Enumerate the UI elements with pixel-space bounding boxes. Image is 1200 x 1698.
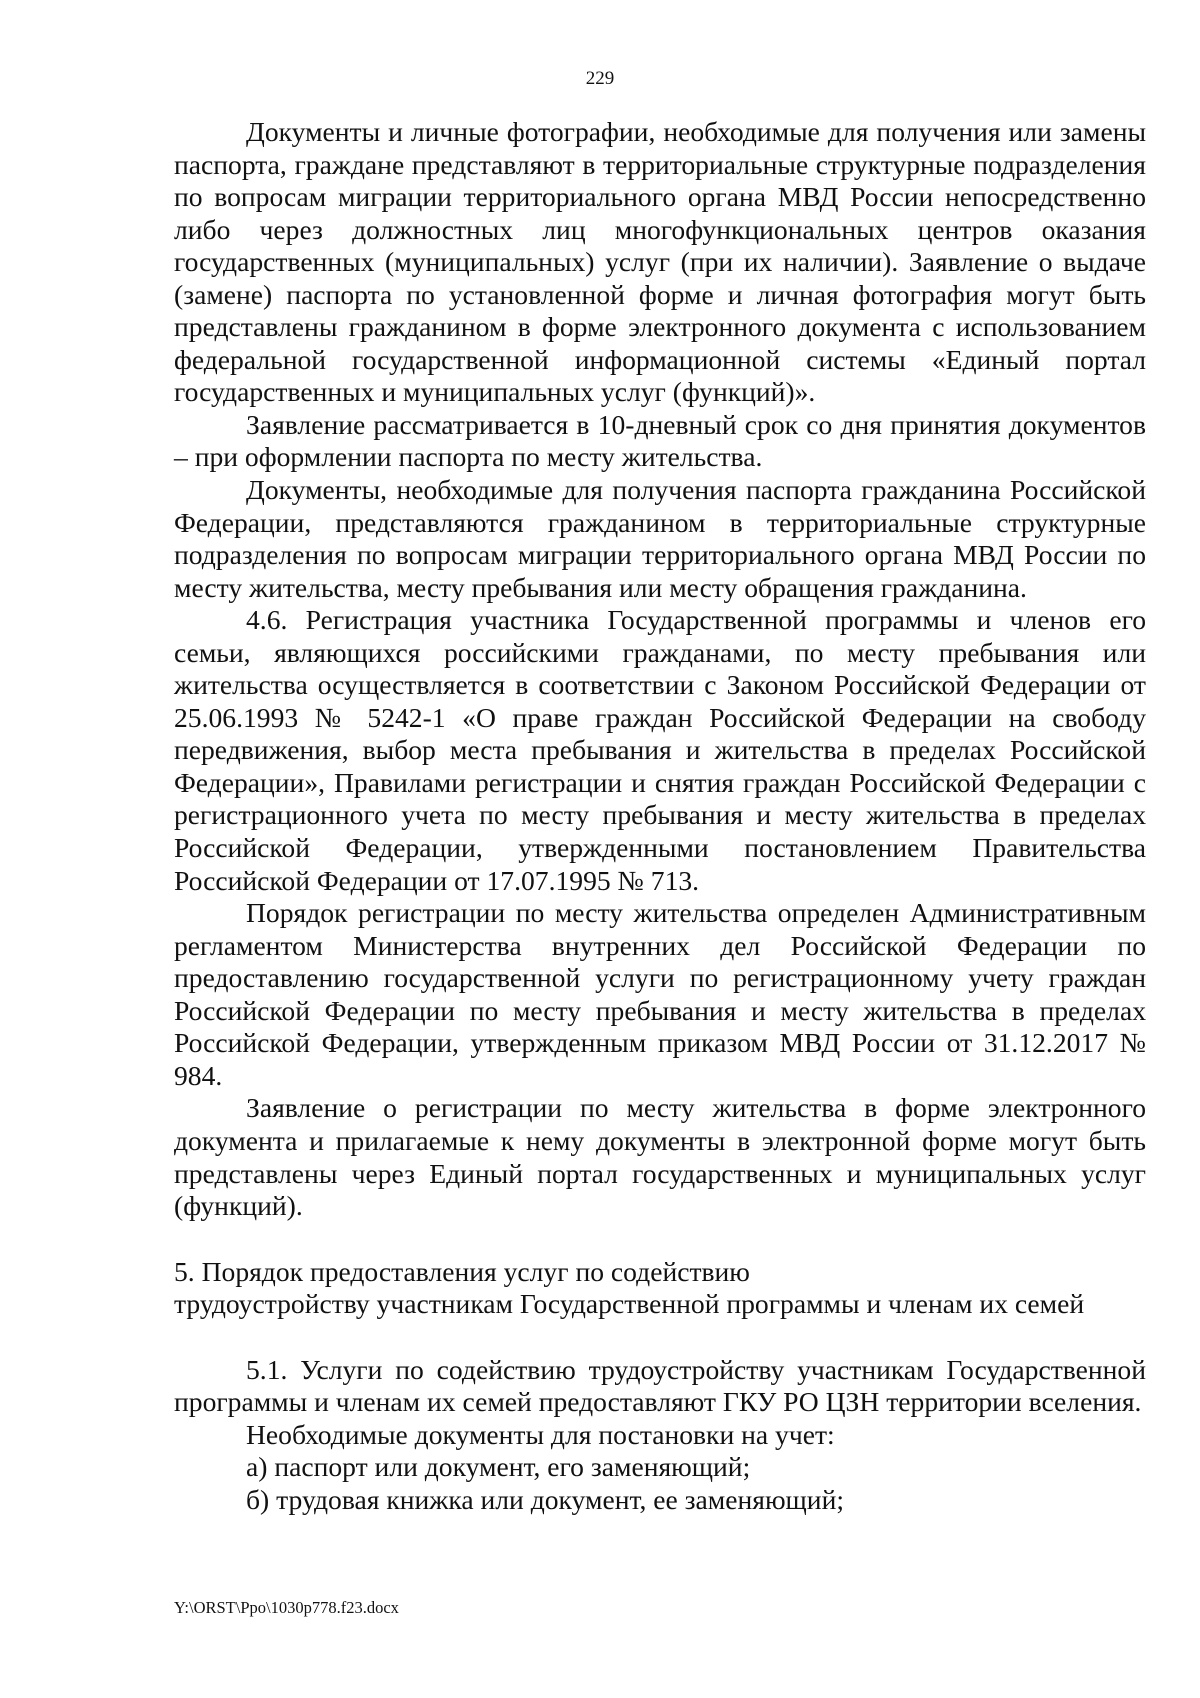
paragraph-passport-documents: Документы и личные фотографии, необходимые для получения или замены паспорта, граждане представляют в территориальные структурные подразделения по вопросам миграции территориального органа МВД России непосредственно либо через должностных лиц многофункциональных центров оказания государственных (муниципальных) услуг (при их наличии). Заявление о выдаче (замене) паспорта по установленной форме и личная фотография могут быть представлены гражданином в форме электронного документа с использованием федеральной государственной информационной системы «Единый портал государственных и муниципальных услуг (функций)». [174, 116, 1146, 408]
paragraph-passport-required-documents: Документы, необходимые для получения паспорта гражданина Российской Федерации, представляются гражданином в территориальные структурные подразделения по вопросам миграции территориального органа МВД России по месту жительства, месту пребывания или месту обращения гражданина. [174, 474, 1146, 603]
paragraph-registration-4-6: 4.6. Регистрация участника Государственной программы и членов его семьи, являющихся российскими гражданами, по месту пребывания или жительства осуществляется в соответствии с Законом Российской Федерации от 25.06.1993 № 5242-1 «О праве граждан Российской Федерации на свободу передвижения, выбор места пребывания и жительства в пределах Российской Федерации», Правилами регистрации и снятия граждан Российской Федерации с регистрационного учета по месту пребывания и месту жительства в пределах Российской Федерации, утвержденными постановлением Правительства Российской Федерации от 17.07.1995 № 713. [174, 604, 1146, 896]
list-item-a: а) паспорт или документ, его заменяющий; [246, 1451, 751, 1483]
section-heading-line-1: 5. Порядок предоставления услуг по содействию [174, 1255, 750, 1287]
document-body [174, 116, 1146, 1516]
section-heading [174, 1256, 1146, 1321]
paragraph-employment-5-1: 5.1. Услуги по содействию трудоустройству участникам Государственной программы и членам их семей предоставляют ГКУ РО ЦЗН территории вселения. [174, 1353, 1146, 1418]
page-number: 229 [585, 68, 615, 89]
section-heading-line-2: трудоустройству участникам Государственной программы и членам их семей [174, 1288, 1085, 1320]
paragraph-application-term: Заявление рассматривается в 10-дневный срок со дня принятия документов – при оформлении паспорта по месту жительства. [174, 408, 1146, 473]
list-item-b: б) трудовая книжка или документ, ее заменяющий; [246, 1483, 845, 1515]
paragraph-required-documents-intro: Необходимые документы для постановки на учет: [246, 1418, 835, 1450]
paragraph-electronic-application: Заявление о регистрации по месту жительства в форме электронного документа и прилагаемые к нему документы в электронной форме могут быть представлены через Единый портал государственных и муниципальных услуг (функций). [174, 1092, 1146, 1222]
footer-file-path: Y:\ORST\Ppo\1030p778.f23.docx [174, 1598, 399, 1617]
paragraph-registration-procedure: Порядок регистрации по месту жительства определен Административным регламентом Министерства внутренних дел Российской Федерации по предоставлению государственной услуги по регистрационному учету граждан Российской Федерации по месту пребывания и месту жительства в пределах Российской Федерации, утвержденным приказом МВД России от 31.12.2017 № 984. [174, 897, 1146, 1091]
